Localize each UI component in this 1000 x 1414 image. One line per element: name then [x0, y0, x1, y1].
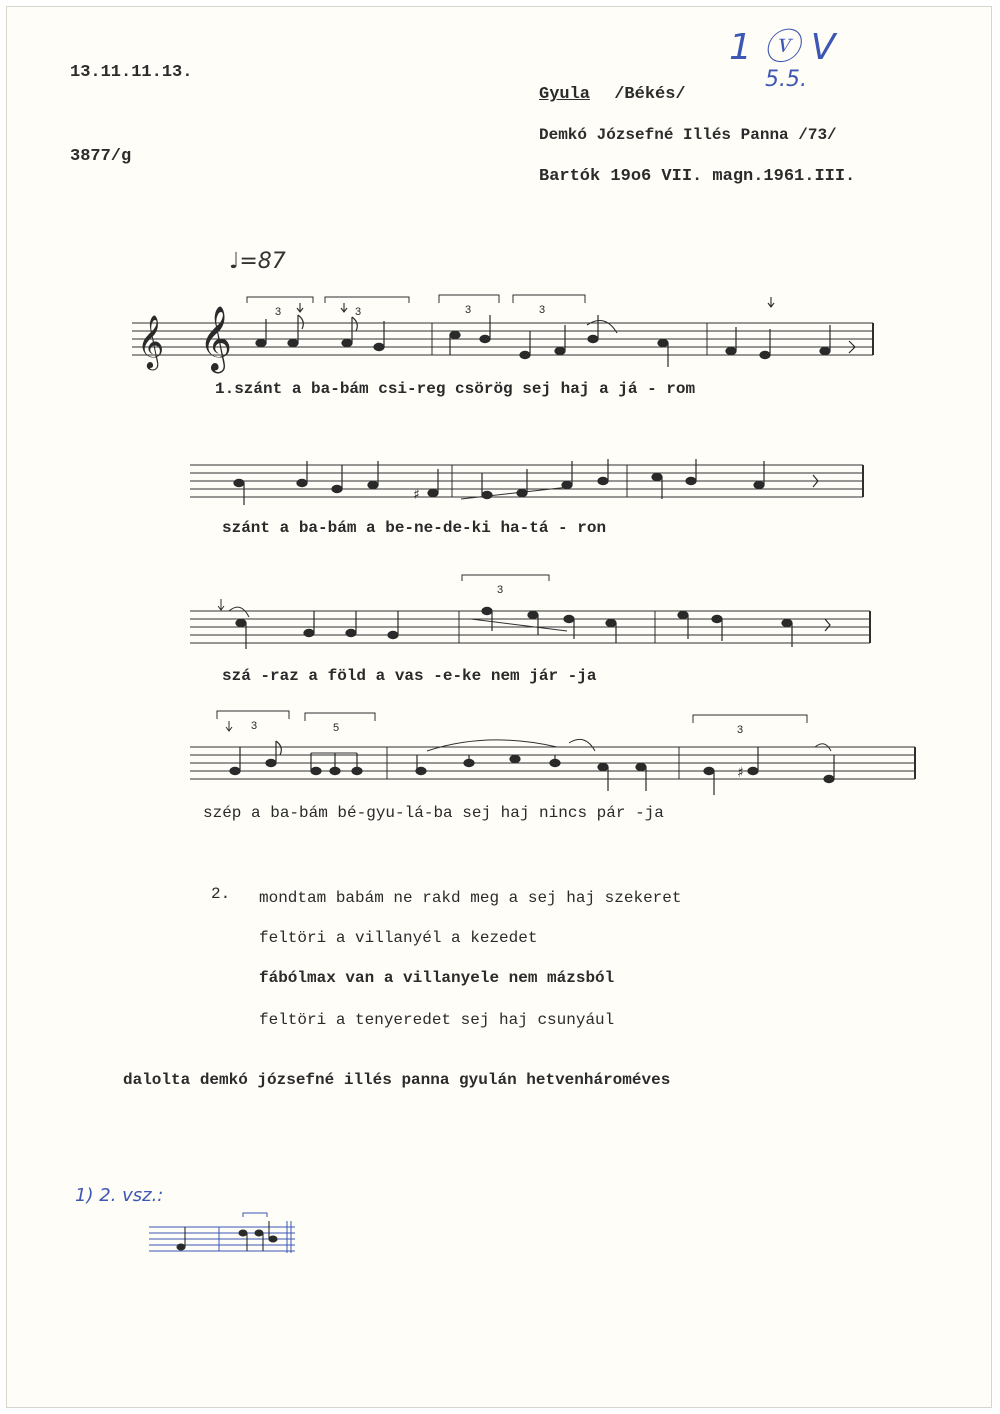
- tuplet-mark: 3: [497, 584, 504, 596]
- catalog-number: 3877/g: [70, 147, 132, 166]
- region-name: /Békés/: [614, 85, 686, 104]
- lyrics-line-3: szá -raz a föld a vas -e-ke nem jár -ja: [222, 667, 597, 685]
- lyrics-line-4: szép a ba-bám bé-gyu-lá-ba sej haj nincs pár -ja: [203, 804, 664, 822]
- svg-text:♯: ♯: [737, 765, 744, 781]
- staff-system-2: [7, 447, 992, 527]
- verse2-line-4: feltöri a tenyeredet sej haj csunyául: [259, 1011, 615, 1029]
- date-code: 13.11.11.13.: [70, 63, 193, 82]
- archive-handwritten-sub: 5.5.: [765, 67, 807, 92]
- place-name: Gyula: [539, 85, 591, 104]
- quintuplet-mark: 5: [333, 722, 340, 734]
- singer-line: Demkó Józsefné Illés Panna /73/: [539, 126, 837, 144]
- staff-system-4: [7, 707, 992, 802]
- staff-system-1: [7, 275, 992, 375]
- treble-clef-2: 𝄞: [199, 306, 233, 371]
- tuplet-mark: 3: [355, 306, 362, 318]
- performer-note: dalolta demkó józsefné illés panna gyulán hetvenhároméves: [123, 1071, 671, 1089]
- source-line: Bartók 19o6 VII. magn.1961.III.: [539, 167, 856, 186]
- tuplet-mark: 3: [465, 304, 472, 316]
- verse2-line-2: feltöri a villanyél a kezedet: [259, 929, 538, 947]
- staff-system-3: [7, 575, 992, 665]
- treble-clef: 𝄞: [137, 314, 165, 368]
- archive-sheet: [6, 6, 992, 1408]
- tuplet-mark: 3: [539, 304, 546, 316]
- tempo-marking: ♩=87: [229, 249, 286, 274]
- footnote-staff: [147, 1207, 307, 1267]
- archive-handwritten-mark: 1 ⓥ V: [729, 27, 836, 68]
- lyrics-line-1: 1.szánt a ba-bám csi-reg csörög sej haj a já - rom: [215, 380, 696, 398]
- svg-text:♯: ♯: [413, 487, 420, 503]
- verse2-line-3: fábólmax van a villanyele nem mázsból: [259, 969, 615, 987]
- verse2-line-1: mondtam babám ne rakd meg a sej haj szekeret: [259, 889, 682, 907]
- lyrics-line-2: szánt a ba-bám a be-ne-de-ki ha-tá - ron: [222, 519, 607, 537]
- place-line: [539, 85, 686, 104]
- footnote-label: 1) 2. vsz.:: [75, 1185, 164, 1206]
- tuplet-mark: 3: [737, 724, 744, 736]
- tuplet-mark: 3: [275, 306, 282, 318]
- verse2-number: 2.: [211, 885, 231, 903]
- tuplet-mark: 3: [251, 720, 258, 732]
